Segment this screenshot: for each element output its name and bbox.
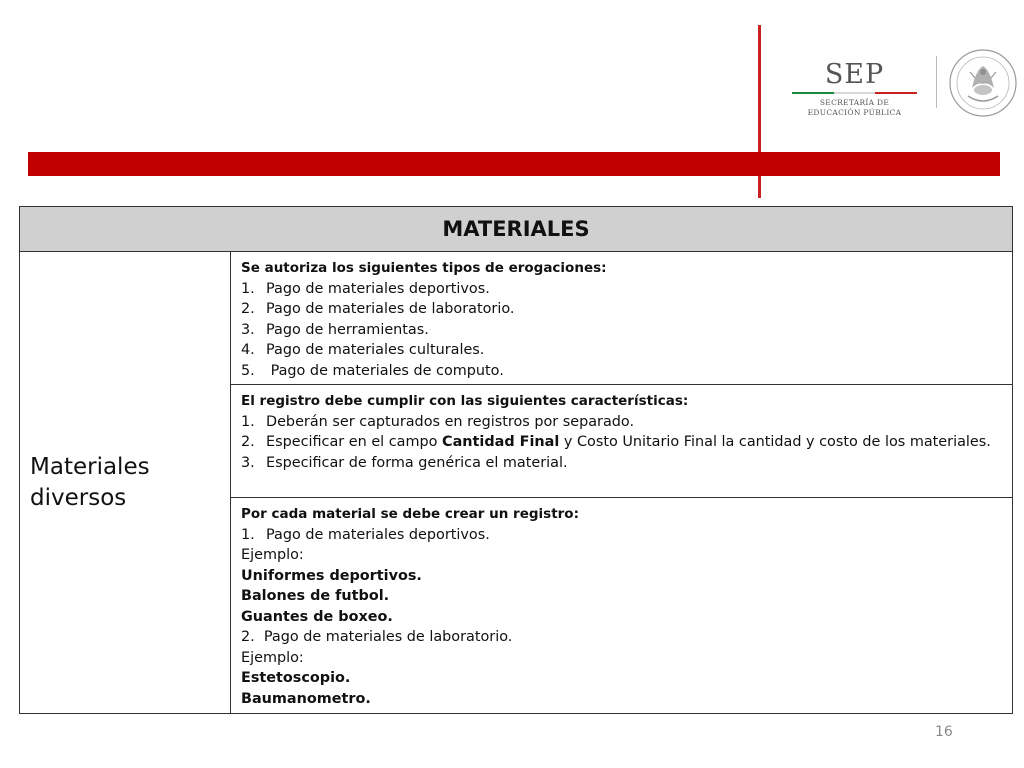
logo-divider (936, 56, 937, 108)
list-item: 1. Pago de materiales deportivos. (241, 526, 490, 543)
list-item: 2. Especificar en el campo Cantidad Final y Costo Unitario Final la cantidad y costo de los materiales. (241, 434, 991, 450)
category-label (20, 252, 231, 714)
example-item: Guantes de boxeo. (241, 608, 393, 625)
sep-logo (792, 60, 917, 120)
mexican-seal-icon (948, 48, 1018, 118)
authorized-expenses-cell (231, 252, 1013, 385)
list-item: 1. Deberán ser capturados en registros por separado. (241, 413, 635, 430)
list-item: 4. Pago de materiales culturales. (241, 342, 485, 358)
category-label-line2: diversos (30, 484, 127, 511)
example-label: Ejemplo: (241, 649, 304, 666)
registry-requirements-cell (231, 385, 1013, 498)
sep-logo-subtitle-line1: SECRETARÍA DE (819, 98, 890, 107)
list-item: 5. Pago de materiales de computo. (241, 362, 504, 379)
list-item: 2. Pago de materiales de laboratorio. (241, 301, 515, 317)
red-banner-bar (28, 152, 1000, 176)
field-name-cantidad-final: Cantidad Final (442, 434, 560, 450)
category-label-line1: Materiales (30, 453, 150, 480)
example-item: Balones de futbol. (241, 588, 390, 604)
authorized-expenses-list (241, 279, 1002, 382)
sep-logo-subtitle-line2: EDUCACIÓN PÚBLICA (807, 108, 902, 117)
example-item: Uniformes deportivos. (241, 567, 422, 584)
list-item: 1. Pago de materiales deportivos. (241, 280, 490, 297)
sep-logo-stripe (792, 92, 917, 94)
per-material-record-heading: Por cada material se debe crear un registro: (241, 506, 579, 522)
registry-requirements-list (241, 412, 1002, 474)
sep-logo-subtitle (792, 98, 917, 118)
list-item: 3. Especificar de forma genérica el material. (241, 454, 568, 471)
list-item: 2. Pago de materiales de laboratorio. (241, 629, 513, 645)
per-material-record-list (241, 525, 1002, 546)
per-material-record-cell (231, 498, 1013, 714)
sep-logo-title: SEP (824, 59, 885, 90)
example-label: Ejemplo: (241, 547, 304, 563)
example-item: Baumanometro. (241, 690, 371, 707)
table-header: MATERIALES (20, 207, 1013, 252)
example-item: Estetoscopio. (241, 670, 351, 686)
page-number: 16 (935, 724, 953, 740)
registry-requirements-heading: El registro debe cumplir con las siguientes características: (241, 393, 689, 409)
list-item: 3. Pago de herramientas. (241, 321, 429, 338)
materials-table (19, 206, 1013, 714)
authorized-expenses-heading: Se autoriza los siguientes tipos de erogaciones: (241, 260, 607, 276)
